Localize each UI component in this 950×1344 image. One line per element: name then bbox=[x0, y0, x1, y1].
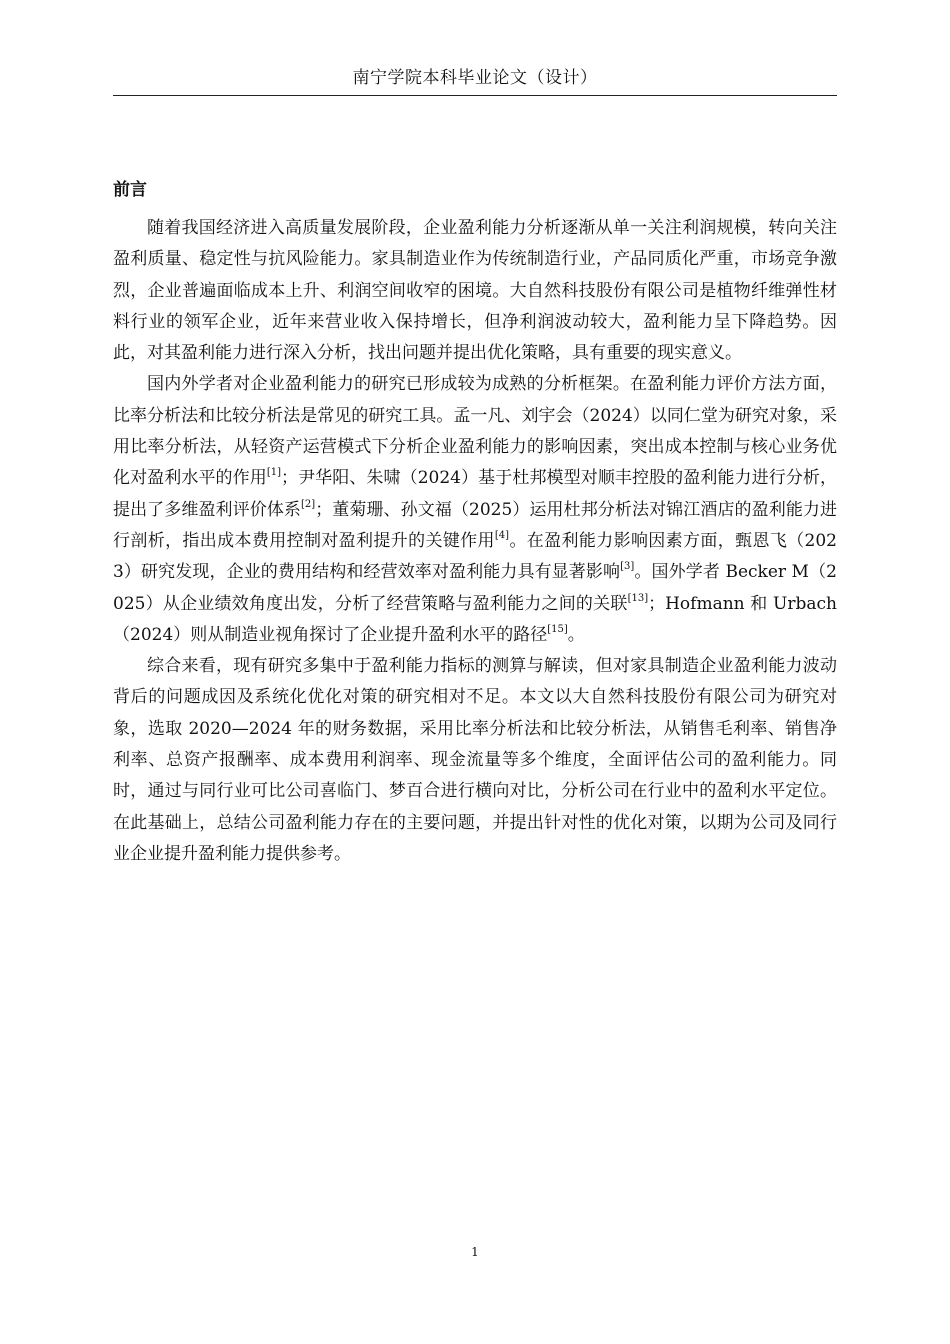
citation-ref: [13] bbox=[627, 592, 649, 604]
body-text bbox=[113, 213, 837, 870]
page-number: 1 bbox=[471, 1245, 479, 1259]
paragraph-text: ；董菊珊、孙文福（2025）运用杜邦分析法对锦江酒店的盈利能力进行剖析，指出成本费用控制对盈利提升的关键作用 bbox=[113, 499, 838, 551]
citation-ref: [4] bbox=[494, 529, 510, 541]
body-paragraph bbox=[113, 651, 837, 870]
citation-ref: [3] bbox=[620, 561, 635, 573]
body-paragraph bbox=[113, 369, 837, 651]
paragraph-text: 。国外学者 Becker M（2025）从企业绩效角度出发，分析了经营策略与盈利能力之间的关联 bbox=[113, 562, 837, 614]
paragraph-text: 随着我国经济进入高质量发展阶段，企业盈利能力分析逐渐从单一关注利润规模，转向关注盈利质量、稳定性与抗风险能力。家具制造业作为传统制造行业，产品同质化严重，市场竞争激烈，企业普遍面临成本上升、利润空间收窄的困境。大自然科技股份有限公司是植物纤维弹性材料行业的领军企业，近年来营业收入保持增长，但净利润波动较大，盈利能力呈下降趋势。因此，对其盈利能力进行深入分析，找出问题并提出优化策略，具有重要的现实意义。 bbox=[113, 218, 837, 364]
header-rule bbox=[113, 95, 837, 96]
paragraph-text: ；Hofmann 和 Urbach（2024）则从制造业视角探讨了企业提升盈利水平的路径 bbox=[113, 593, 837, 645]
citation-ref: [15] bbox=[547, 623, 568, 635]
running-header: 南宁学院本科毕业论文（设计） bbox=[352, 68, 598, 88]
paragraph-text: 国内外学者对企业盈利能力的研究已形成较为成熟的分析框架。在盈利能力评价方法方面，比率分析法和比较分析法是常见的研究工具。孟一凡、刘宇会（2024）以同仁堂为研究对象，采用比率分析法，从轻资产运营模式下分析企业盈利能力的影响因素，突出成本控制与核心业务优化对盈利水平的作用 bbox=[113, 374, 837, 489]
paragraph-text: 综合来看，现有研究多集中于盈利能力指标的测算与解读，但对家具制造企业盈利能力波动背后的问题成因及系统化优化对策的研究相对不足。本文以大自然科技股份有限公司为研究对象，选取 2020—2024 年的财务数据，采用比率分析法和比较分析法，从销售毛利率、销售净利率、总资产报酬率、成本费用利润率、现金流量等多个维度，全面评估公司的盈利能力。同时，通过与同行业可比公司喜临门、梦百合进行横向对比，分析公司在行业中的盈利水平定位。在此基础上，总结公司盈利能力存在的主要问题，并提出针对性的优化对策，以期为公司及同行业企业提升盈利能力提供参考。 bbox=[113, 656, 837, 864]
citation-ref: [1] bbox=[266, 467, 281, 479]
section-title: 前言 bbox=[113, 180, 147, 200]
paragraph-text: 。在盈利能力影响因素方面，甄恩飞（2023）研究发现，企业的费用结构和经营效率对盈利能力具有显著影响 bbox=[113, 530, 837, 583]
paragraph-text: ；尹华阳、朱啸（2024）基于杜邦模型对顺丰控股的盈利能力进行分析，提出了多维盈利评价体系 bbox=[113, 468, 838, 520]
citation-ref: [2] bbox=[301, 498, 316, 510]
body-paragraph bbox=[113, 213, 837, 369]
paragraph-text: 。 bbox=[567, 624, 585, 645]
